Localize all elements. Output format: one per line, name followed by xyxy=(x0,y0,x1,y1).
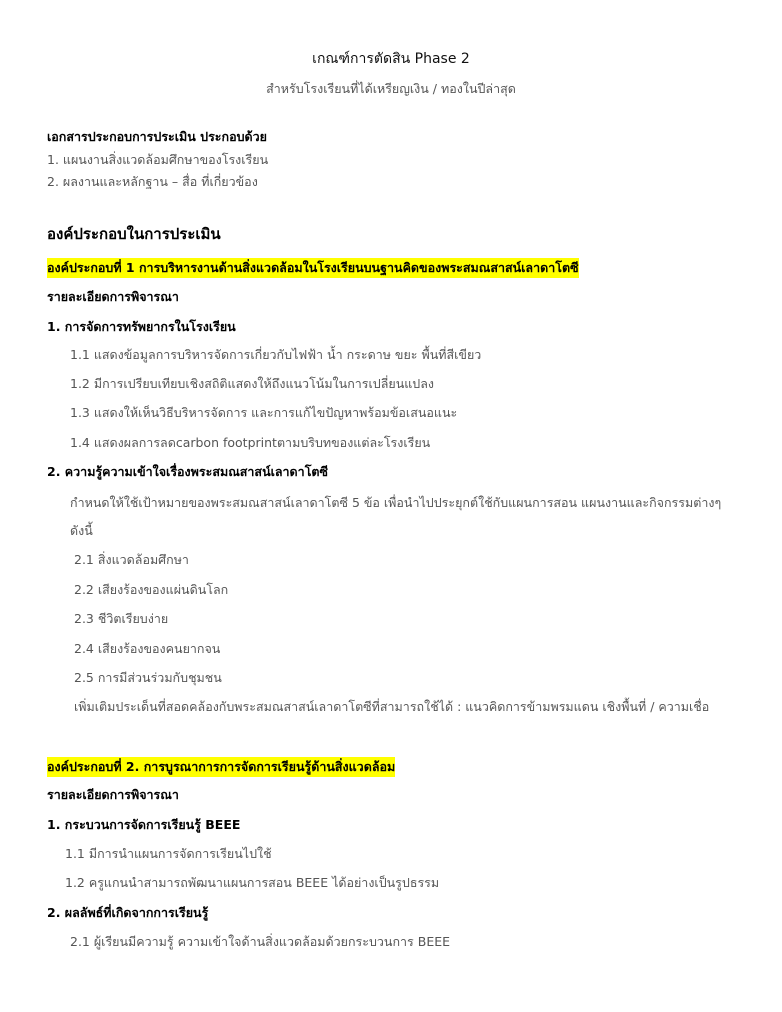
component-1-item-2-title: 2. ความรู้ความเข้าใจเรื่องพระสมณสาสน์เลาดาโตซี xyxy=(47,464,329,479)
component-1-item-1-title: 1. การจัดการทรัพยากรในโรงเรียน xyxy=(47,319,236,334)
page-title: เกณฑ์การตัดสิน Phase 2 xyxy=(312,51,470,67)
section-heading: องค์ประกอบในการประเมิน xyxy=(47,225,221,243)
component-2-item-1-title: 1. กระบวนการจัดการเรียนรู้ BEEE xyxy=(47,817,241,832)
component-1-item-1-sub-1: 1.1 แสดงข้อมูลการบริหารจัดการเกี่ยวกับไฟฟ้า น้ำ กระดาษ ขยะ พื้นที่สีเขียว xyxy=(70,347,482,362)
component-1-item-1-sub-2: 1.2 มีการเปรียบเทียบเชิงสถิติแสดงให้ถึงแนวโน้มในการเปลี่ยนแปลง xyxy=(70,376,435,391)
component-1-item-2-intro-line-1: กำหนดให้ใช้เป้าหมายของพระสมณสาสน์เลาดาโตซี 5 ข้อ เพื่อนำไปประยุกต์ใช้กับแผนการสอน แผนงานและกิจกรรมต่างๆ xyxy=(70,495,722,510)
component-1-item-1-sub-3: 1.3 แสดงให้เห็นวิธีบริหารจัดการ และการแก้ไขปัญหาพร้อมข้อเสนอแนะ xyxy=(70,405,458,420)
component-1-item-2-sub-5: 2.5 การมีส่วนร่วมกับชุมชน xyxy=(74,670,222,685)
component-2-item-1-sub-1: 1.1 มีการนำแผนการจัดการเรียนไปใช้ xyxy=(65,846,272,861)
documents-heading: เอกสารประกอบการประเมิน ประกอบด้วย xyxy=(47,129,267,144)
component-1-item-2-sub-4: 2.4 เสียงร้องของคนยากจน xyxy=(74,641,221,656)
component-1-item-2-note: เพิ่มเติมประเด็นที่สอดคล้องกับพระสมณสาสน์เลาดาโตซีที่สามารถใช้ได้ : แนวคิดการข้ามพรมแดน เชิงพื้นที่ / ความเชื่อ xyxy=(74,699,710,714)
component-1-title: องค์ประกอบที่ 1 การบริหารงานด้านสิ่งแวดล้อมในโรงเรียนบนฐานคิดของพระสมณสาสน์เลาดาโตซี xyxy=(47,258,579,278)
documents-item-1: 1. แผนงานสิ่งแวดล้อมศึกษาของโรงเรียน xyxy=(47,152,269,167)
component-1-item-2-sub-2: 2.2 เสียงร้องของแผ่นดินโลก xyxy=(74,582,229,597)
component-2-item-1-sub-2: 1.2 ครูแกนนำสามารถพัฒนาแผนการสอน BEEE ได้อย่างเป็นรูปธรรม xyxy=(65,875,440,890)
component-1-item-1-sub-4: 1.4 แสดงผลการลดcarbon footprintตามบริบทของแต่ละโรงเรียน xyxy=(70,435,431,450)
component-1-item-2-intro-line-2: ดังนี้ xyxy=(70,523,93,538)
component-2-title: องค์ประกอบที่ 2. การบูรณาการการจัดการเรียนรู้ด้านสิ่งแวดล้อม xyxy=(47,757,395,777)
page-subtitle: สำหรับโรงเรียนที่ได้เหรียญเงิน / ทองในปีล่าสุด xyxy=(266,81,516,96)
component-1-item-2-sub-3: 2.3 ชีวิตเรียบง่าย xyxy=(74,611,169,626)
component-2-item-2-title: 2. ผลลัพธ์ที่เกิดจากการเรียนรู้ xyxy=(47,905,209,920)
component-1-item-2-sub-1: 2.1 สิ่งแวดล้อมศึกษา xyxy=(74,552,189,567)
component-2-details-label: รายละเอียดการพิจารณา xyxy=(47,787,179,802)
component-1-details-label: รายละเอียดการพิจารณา xyxy=(47,289,179,304)
component-2-item-2-sub-1: 2.1 ผู้เรียนมีความรู้ ความเข้าใจด้านสิ่งแวดล้อมด้วยกระบวนการ BEEE xyxy=(70,934,451,949)
documents-item-2: 2. ผลงานและหลักฐาน – สื่อ ที่เกี่ยวข้อง xyxy=(47,174,258,189)
